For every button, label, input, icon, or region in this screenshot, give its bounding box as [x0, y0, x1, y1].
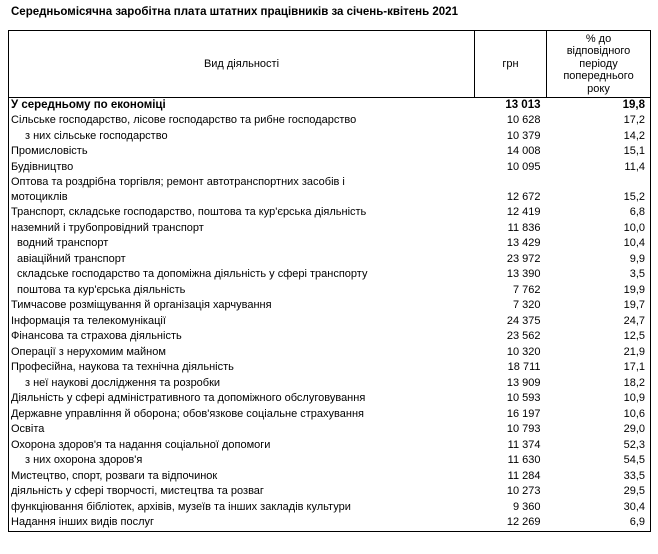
table-row [9, 453, 651, 469]
header-activity: Вид діяльності [9, 31, 475, 98]
uah-cell: 13 013 [475, 98, 547, 114]
uah-cell: 10 793 [506, 423, 541, 435]
activity-cell: Діяльність у сфері адміністративного та допоміжного обслуговування [9, 391, 475, 407]
activity-cell: Сільське господарство, лісове господарство та рибне господарство [9, 113, 475, 129]
uah-cell: 13 390 [506, 268, 541, 280]
activity-cell: Операції з нерухомим майном [9, 345, 475, 361]
pct-cell: 30,4 [547, 500, 651, 516]
activity-cell: функціювання бібліотек, архівів, музеїв та інших закладів культури [9, 500, 475, 516]
pct-cell: 18,2 [547, 376, 651, 392]
uah-cell: 13 429 [506, 237, 541, 249]
uah-cell: 9 360 [512, 500, 541, 513]
uah-cell: 10 320 [506, 345, 541, 358]
pct-cell: 17,2 [547, 113, 651, 129]
uah-cell: 10 593 [506, 392, 541, 404]
pct-cell: 29,0 [547, 422, 651, 438]
activity-line: мотоциклів [11, 191, 68, 203]
pct-cell: 17,1 [547, 360, 651, 376]
uah-cell: 7 320 [512, 299, 541, 311]
pct-cell: 6,8 [547, 205, 651, 221]
activity-cell: наземний і трубопровідний транспорт [9, 221, 475, 237]
header-pct-line: відповідного [566, 45, 631, 58]
table-row [9, 236, 651, 252]
activity-cell: Мистецтво, спорт, розваги та відпочинок [9, 469, 475, 485]
pct-cell: 15,1 [547, 144, 651, 160]
pct-cell: 12,5 [547, 329, 651, 345]
activity-cell: складське господарство та допоміжна діяльність у сфері транспорту [9, 267, 475, 283]
header-pct [547, 31, 651, 98]
activity-cell: Будівництво [9, 160, 475, 176]
table-row [9, 175, 651, 205]
table-row [9, 160, 651, 176]
activity-cell: поштова та кур'єрська діяльність [9, 283, 475, 299]
pct-cell: 19,9 [547, 283, 651, 299]
activity-cell: Промисловість [9, 144, 475, 160]
uah-cell: 12 419 [506, 206, 541, 218]
table-row [9, 515, 651, 531]
pct-cell: 15,2 [547, 175, 651, 205]
pct-cell: 11,4 [547, 160, 651, 176]
page-title: Середньомісячна заробітна плата штатних працівників за січень-квітень 2021 [11, 6, 458, 18]
uah-cell: 16 197 [506, 407, 541, 420]
header-pct-line: попереднього [563, 70, 634, 83]
table-row [9, 283, 651, 299]
header-pct-line: % до [585, 33, 612, 45]
pct-cell: 6,9 [547, 515, 651, 531]
table-row [9, 314, 651, 330]
activity-line: Оптова та роздрібна торгівля; ремонт автотранспортних засобів і [11, 176, 345, 188]
pct-cell: 29,5 [547, 484, 651, 500]
table-row [9, 360, 651, 376]
uah-cell: 12 672 [506, 191, 541, 203]
table-row [9, 298, 651, 314]
uah-cell: 23 562 [506, 330, 541, 342]
table-row [9, 438, 651, 454]
activity-cell: з них охорона здоров'я [9, 453, 475, 469]
header-pct-line: року [587, 82, 610, 95]
uah-cell: 13 909 [506, 376, 541, 389]
uah-cell: 12 269 [475, 515, 547, 531]
wage-table [8, 30, 651, 532]
table-row [9, 144, 651, 160]
activity-cell: Транспорт, складське господарство, поштова та кур'єрська діяльність [9, 205, 475, 221]
uah-cell: 18 711 [507, 361, 541, 373]
pct-cell: 9,9 [547, 252, 651, 268]
pct-cell: 19,7 [547, 298, 651, 314]
pct-cell: 10,6 [547, 407, 651, 423]
table-row [9, 469, 651, 485]
uah-cell: 10 273 [506, 485, 541, 497]
activity-cell [9, 175, 475, 205]
activity-cell: авіаційний транспорт [9, 252, 475, 268]
uah-cell: 11 374 [507, 438, 541, 451]
table-row [9, 267, 651, 283]
activity-cell: Освіта [9, 422, 475, 438]
table-row [9, 422, 651, 438]
pct-cell: 54,5 [547, 453, 651, 469]
activity-cell: діяльність у сфері творчості, мистецтва та розваг [9, 484, 475, 500]
table-row [9, 391, 651, 407]
pct-cell: 14,2 [547, 129, 651, 145]
pct-cell: 52,3 [547, 438, 651, 454]
pct-cell: 10,0 [547, 221, 651, 237]
uah-cell: 11 630 [507, 454, 541, 466]
pct-cell: 10,4 [547, 236, 651, 252]
activity-cell: Охорона здоров'я та надання соціальної допомоги [9, 438, 475, 454]
uah-cell: 11 836 [507, 221, 541, 234]
activity-cell: У середньому по економіці [9, 98, 475, 114]
uah-cell: 24 375 [506, 314, 541, 327]
uah-cell: 10 628 [506, 114, 541, 126]
uah-cell: 7 762 [512, 283, 541, 296]
uah-cell: 11 284 [507, 469, 541, 482]
table-row [9, 221, 651, 237]
header-uah: грн [475, 31, 547, 98]
activity-cell: Фінансова та страхова діяльність [9, 329, 475, 345]
activity-cell: водний транспорт [9, 236, 475, 252]
header-pct-line: періоду [579, 57, 618, 70]
table-row [9, 129, 651, 145]
pct-cell: 33,5 [547, 469, 651, 485]
table-row [9, 113, 651, 129]
uah-cell: 10 379 [506, 129, 541, 142]
table-row [9, 500, 651, 516]
table-row [9, 484, 651, 500]
uah-cell: 23 972 [506, 252, 541, 265]
table-row [9, 205, 651, 221]
uah-cell: 10 095 [506, 160, 541, 173]
uah-cell: 14 008 [506, 145, 541, 157]
table-row [9, 252, 651, 268]
table-header [9, 31, 651, 98]
activity-cell: Державне управління й оборона; обов'язкове соціальне страхування [9, 407, 475, 423]
activity-cell: з неї наукові дослідження та розробки [9, 376, 475, 392]
pct-cell: 3,5 [547, 267, 651, 283]
table-row [9, 345, 651, 361]
pct-cell: 21,9 [547, 345, 651, 361]
pct-cell: 19,8 [547, 98, 651, 114]
table-row-total [9, 98, 651, 114]
activity-cell: Інформація та телекомунікації [9, 314, 475, 330]
pct-cell: 10,9 [547, 391, 651, 407]
activity-cell: з них сільське господарство [9, 129, 475, 145]
activity-cell: Професійна, наукова та технічна діяльність [9, 360, 475, 376]
table-row [9, 407, 651, 423]
table-row [9, 376, 651, 392]
activity-cell: Надання інших видів послуг [9, 515, 475, 531]
activity-cell: Тимчасове розміщування й організація харчування [9, 298, 475, 314]
pct-cell: 24,7 [547, 314, 651, 330]
table-row [9, 329, 651, 345]
